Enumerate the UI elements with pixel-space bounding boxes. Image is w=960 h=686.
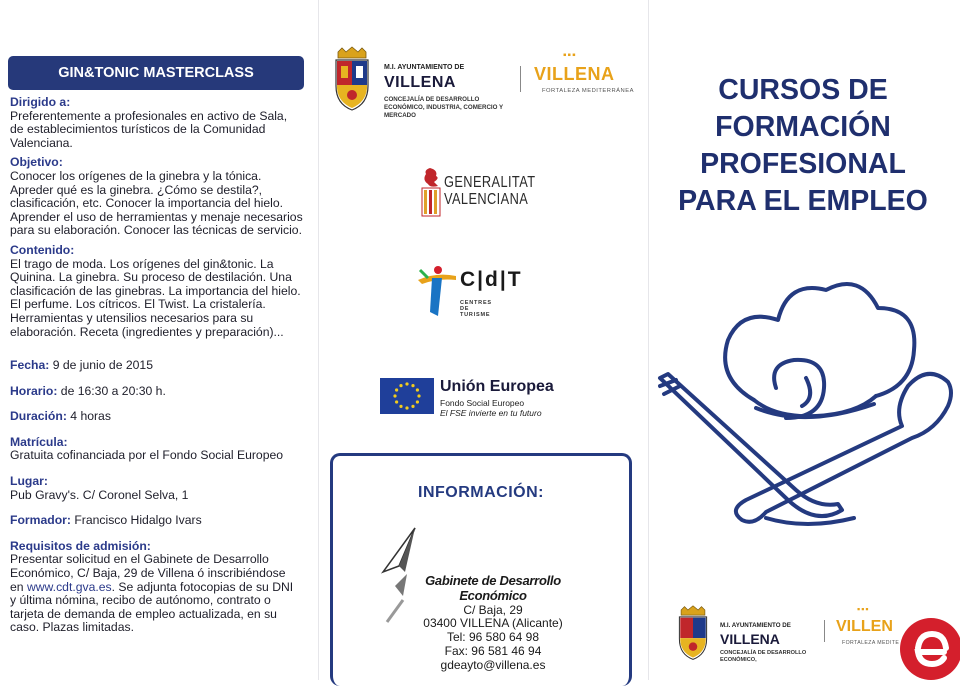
text-line: Económico, C/ Baja, 29 de Villena ó inscribiéndose	[10, 566, 286, 581]
concejalia-text: CONCEJALÍA DE DESARROLLO ECONÓMICO, INDUSTRIA, COMERCIO Y MERCADO	[384, 96, 504, 119]
text-line: Conocer los orígenes de la ginebra y la tónica.	[10, 168, 262, 183]
logo-divider	[520, 66, 521, 92]
text-line: Valenciana.	[10, 135, 73, 150]
matricula-heading	[10, 436, 308, 450]
text-line: Herramientas y utensilios necesarios para su	[10, 310, 254, 325]
villena-tagline: FORTALEZA MEDITERRÁNEA	[542, 88, 634, 94]
villena-brand: VILLENA	[534, 64, 615, 84]
matricula-value: Gratuita cofinanciada por el Fondo Social Europeo	[10, 448, 284, 463]
text-line: de establecimientos turísticos de la Comunidad	[10, 122, 266, 137]
footer-villena-brand: VILLEN	[836, 618, 893, 635]
footer-brand-dots-icon: ▪▪▪	[857, 604, 870, 614]
text-line: Aprender el uso de herramientas y menaje necesarios	[10, 209, 303, 224]
cdt-link[interactable]: www.cdt.gva.es	[26, 579, 112, 594]
generalitat-line: GENERALITAT	[444, 174, 536, 191]
duracion-label: Duración:	[10, 409, 67, 424]
text-line: Preferentemente a profesionales en activo de Sala,	[10, 108, 288, 123]
info-box	[330, 453, 632, 686]
info-contact	[393, 574, 593, 673]
text-fragment: . Se adjunta fotocopias de su DNI	[111, 579, 294, 594]
footer-ayuntamiento-name: VILLENA	[720, 631, 780, 647]
title-line: FORMACIÓN	[715, 111, 891, 143]
text-line: para su elaboración. Conocer las técnicas de servicio.	[10, 223, 302, 238]
fecha-row	[10, 359, 308, 373]
office-name: Gabinete de Desarrollo Económico	[425, 573, 561, 603]
text-line: Apreder qué es la ginebra. ¿Cómo se destila?,	[10, 182, 263, 197]
cdt-subtitle: CENTRES DE TURISME	[460, 300, 492, 318]
footer-divider	[824, 620, 825, 642]
formador-row	[10, 514, 308, 528]
text-line: clasificación, etc. Conocer la importancia del hielo.	[10, 196, 283, 211]
section-heading: Objetivo:	[10, 155, 63, 170]
requisitos-label: Requisitos de admisión:	[10, 538, 151, 553]
course-banner: GIN&TONIC MASTERCLASS	[8, 56, 304, 90]
ayuntamiento-name: VILLENA	[384, 74, 456, 91]
section-body	[10, 258, 308, 340]
main-title	[648, 72, 958, 220]
villena-shield-icon	[332, 46, 372, 112]
badge-e-icon	[900, 618, 960, 680]
villena-logo-block	[332, 44, 637, 122]
text-line: El trago de moda. Los orígenes del gin&tonic. La	[10, 256, 274, 271]
title-line: CURSOS DE	[718, 74, 888, 106]
horario-label: Horario:	[10, 383, 58, 398]
text-line: Quinina. La ginebra. Su proceso de destilación. Una	[10, 270, 292, 285]
text-line: elaboración. Receta (ingredientes y preparación)...	[10, 324, 284, 339]
generalitat-text	[444, 174, 535, 208]
section-body	[10, 110, 308, 151]
course-details	[10, 96, 308, 635]
office-address: C/ Baja, 29	[463, 602, 523, 617]
chef-hat-cutlery-icon	[656, 268, 956, 548]
cdt-figure-icon	[416, 262, 458, 318]
left-panel	[0, 0, 318, 680]
fecha-label: Fecha:	[10, 358, 50, 373]
formador-label: Formador:	[10, 513, 71, 528]
title-line: PROFESIONAL	[700, 148, 906, 180]
duracion-value: 4 horas	[70, 409, 111, 424]
generalitat-line: VALENCIANA	[444, 191, 529, 208]
section-body	[10, 170, 308, 238]
footer-villena-tagline: FORTALEZA MEDITE	[842, 640, 900, 646]
section-heading: Contenido:	[10, 242, 75, 257]
lugar-label: Lugar:	[10, 474, 48, 489]
ayuntamiento-small: M.I. AYUNTAMIENTO DE	[384, 64, 465, 71]
fecha-value: 9 de junio de 2015	[52, 358, 153, 373]
matricula-label: Matrícula:	[10, 434, 68, 449]
villena-shield-icon	[676, 604, 710, 662]
brand-dots-icon: ▪▪▪	[563, 50, 577, 61]
horario-value: de 16:30 a 20:30 h.	[60, 383, 166, 398]
generalitat-logo	[418, 166, 536, 223]
section-heading: Dirigido a:	[10, 95, 71, 109]
requisitos-heading	[10, 540, 308, 554]
cdt-logo	[416, 262, 523, 323]
eu-logo	[380, 378, 554, 419]
text-line: tarjeta de demanda de empleo actualizada, en su	[10, 606, 277, 621]
text-fragment: en	[10, 579, 27, 594]
requisitos-body	[10, 553, 308, 635]
office-email[interactable]: gdeayto@villena.es	[440, 657, 546, 672]
office-phone: Tel: 96 580 64 98	[446, 630, 540, 645]
footer-ayuntamiento-small: M.I. AYUNTAMIENTO DE	[720, 622, 791, 629]
generalitat-emblem-icon	[418, 166, 444, 218]
middle-panel	[318, 0, 648, 680]
eu-fund: Fondo Social Europeo	[440, 398, 525, 408]
office-fax: Fax: 96 581 46 94	[444, 643, 542, 658]
eu-motto: El FSE invierte en tu futuro	[440, 408, 542, 418]
text-line: Presentar solicitud en el Gabinete de Desarrollo	[10, 552, 269, 567]
duracion-row	[10, 410, 308, 424]
formador-value: Francisco Hidalgo Ivars	[74, 513, 202, 528]
red-badge-icon	[900, 618, 960, 680]
lugar-value: Pub Gravy's. C/ Coronel Selva, 1	[10, 487, 189, 502]
eu-title: Unión Europea	[440, 378, 554, 395]
text-line: caso. Plazas limitadas.	[10, 620, 134, 635]
lugar-heading	[10, 475, 308, 489]
right-panel	[648, 0, 960, 680]
footer-concejalia: CONCEJALÍA DE DESARROLLO ECONÓMICO,	[720, 650, 807, 663]
eu-flag-icon	[380, 378, 434, 414]
info-title: INFORMACIÓN:	[418, 484, 544, 501]
text-line: clasificación de las ginebras. La importancia del hielo.	[10, 283, 301, 298]
office-city: 03400 VILLENA (Alicante)	[423, 616, 563, 631]
text-line: y última nómina, recibo de autónomo, contrato o	[10, 593, 271, 608]
cdt-name: C|d|T	[460, 268, 523, 291]
text-line: El perfume. Los cítricos. El Twist. La cristalería.	[10, 297, 266, 312]
horario-row	[10, 385, 308, 399]
title-line: PARA EL EMPLEO	[678, 185, 928, 217]
